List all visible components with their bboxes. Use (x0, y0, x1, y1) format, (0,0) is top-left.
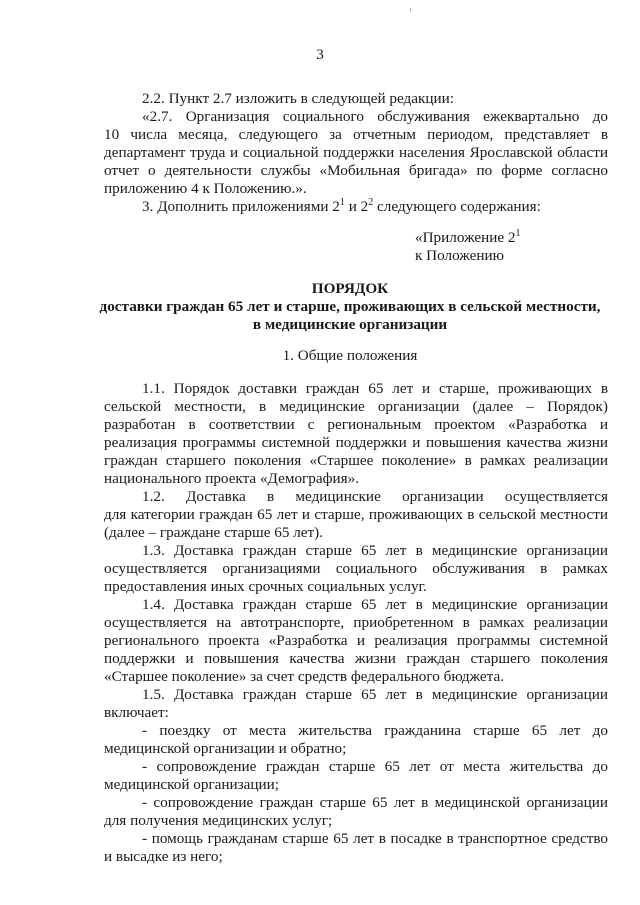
paragraph-1-4-line: «Старшее поколение» за счет средств федерального бюджета. (104, 668, 505, 685)
paragraph-1-4-line: 1.4. Доставка граждан старше 65 лет в медицинские организации (142, 596, 608, 613)
paragraph-1-5-line: включает: (104, 704, 169, 721)
paragraph-1-1-line: разработан в соответствии с региональным проектом «Разработка и (104, 416, 608, 433)
list-item: медицинской организации и обратно; (104, 740, 347, 757)
list-item: - поездку от места жительства гражданина старше 65 лет до (142, 722, 608, 739)
paragraph-2-2-line: 2.2. Пункт 2.7 изложить в следующей редакции: (142, 90, 455, 107)
section-heading: 1. Общие положения (282, 347, 418, 364)
paragraph-1-3-line: 1.3. Доставка граждан старше 65 лет в медицинские организации (142, 542, 608, 559)
paragraph-1-4-line: осуществляется на автотранспорте, приобретенном в рамках реализации (104, 614, 608, 631)
list-item: - сопровождение граждан старше 65 лет в медицинской организации (142, 794, 608, 811)
appendix-reference: к Положению (415, 247, 504, 264)
list-item: и высадке из него; (104, 848, 223, 865)
paragraph-1-4-line: поддержки и повышения качества жизни граждан старшего поколения (104, 650, 608, 667)
paragraph-1-3-line: осуществляется организациями социального обслуживания в рамках (104, 560, 608, 577)
paragraph-2-7-line: «2.7. Организация социального обслуживания ежеквартально до (142, 108, 608, 125)
list-item: для получения медицинских услуг; (104, 812, 333, 829)
list-item: - сопровождение граждан старше 65 лет от места жительства до (142, 758, 608, 775)
paragraph-2-7-line: отчет о деятельности службы «Мобильная бригада» по форме согласно (104, 162, 608, 179)
document-subtitle-line: в медицинские организации (252, 316, 448, 333)
document-subtitle-line: доставки граждан 65 лет и старше, проживающих в сельской местности, (99, 298, 601, 315)
page-number: 3 (316, 46, 324, 63)
paragraph-1-2-line: (далее – граждане старше 65 лет). (104, 524, 324, 541)
paragraph-3: 3. Дополнить приложениями $2^1$ и $2^2$ следующего содержания: (142, 197, 541, 215)
document-title: ПОРЯДОК (311, 280, 389, 297)
paragraph-1-4-line: регионального проекта «Разработка и реализация программы системной (104, 632, 608, 649)
list-item: - помощь гражданам старше 65 лет в посадке в транспортное средство (142, 830, 608, 847)
list-item: медицинской организации; (104, 776, 280, 793)
paragraph-1-5-line: 1.5. Доставка граждан старше 65 лет в медицинские организации (142, 686, 608, 703)
paragraph-2-7-line: приложению 4 к Положению.». (104, 180, 307, 197)
paragraph-1-1-line: 1.1. Порядок доставки граждан 65 лет и старше, проживающих в (142, 380, 608, 397)
paragraph-1-2-line: для категории граждан 65 лет и старше, проживающих в сельской местности (104, 506, 608, 523)
paragraph-1-2-line: 1.2. Доставка в медицинские организации осуществляется (142, 488, 608, 505)
paragraph-1-1-line: реализация программы системной поддержки и повышения качества жизни (104, 434, 608, 451)
paragraph-1-3-line: предоставления иных срочных социальных услуг. (104, 578, 427, 595)
appendix-label: «Приложение $2^1$ (415, 228, 521, 246)
paragraph-1-1-line: национального проекта «Демография». (104, 470, 359, 487)
paragraph-2-7-line: 10 числа месяца, следующего за отчетным периодом, представляет в (104, 126, 608, 143)
scan-mark (410, 8, 411, 12)
paragraph-2-7-line: департамент труда и социальной поддержки населения Ярославской области (104, 144, 608, 161)
paragraph-1-1-line: граждан старшего поколения «Старшее поколение» в рамках реализации (104, 452, 608, 469)
paragraph-1-1-line: сельской местности, в медицинские организации (далее – Порядок) (104, 398, 608, 415)
